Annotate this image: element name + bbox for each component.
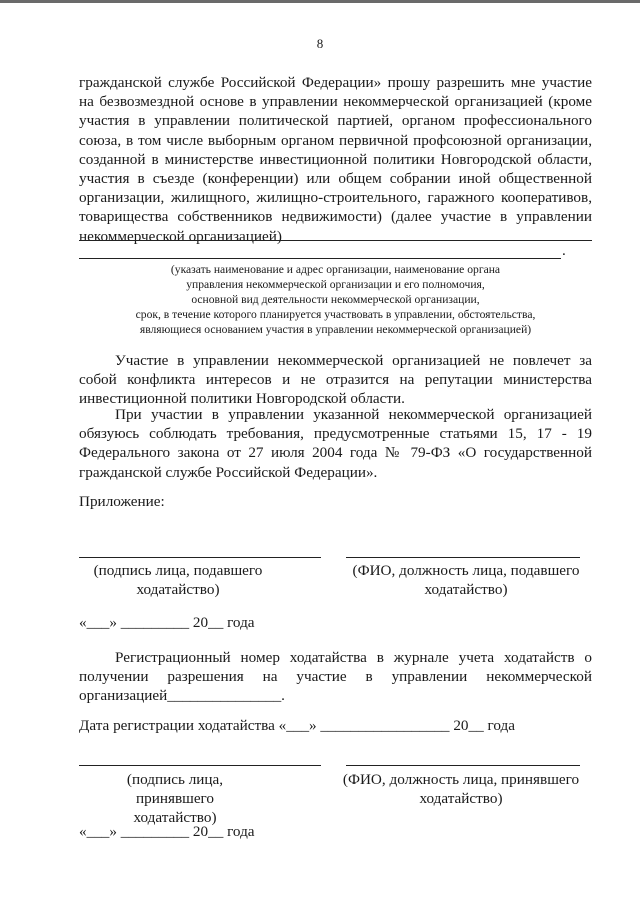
scan-top-edge <box>0 0 640 3</box>
note-line: срок, в течение которого планируется участвовать в управлении, обстоятельства, <box>135 308 536 321</box>
application-date: «___» _________ 20__ года <box>79 614 255 631</box>
fill-line-2 <box>79 258 561 259</box>
fill-line-1 <box>79 240 592 241</box>
applicant-name-caption: (ФИО, должность лица, подавшего ходатайство) <box>352 562 580 598</box>
applicant-name-line <box>346 557 580 558</box>
note-line: управления некоммерческой организации и его полномочия, <box>186 278 485 291</box>
receipt-date: «___» _________ 20__ года <box>79 823 255 840</box>
conflict-paragraph: Участие в управлении некоммерческой организацией не повлечет за собой конфликта интересов и не отразится на репутации министерства инвестиционной политики Новгородской области. <box>79 352 592 408</box>
receiver-name-line <box>346 765 580 766</box>
applicant-signature-line <box>79 557 321 558</box>
receiver-name-caption: (ФИО, должность лица, принявшего ходатайство) <box>342 771 580 807</box>
receiver-signature-line <box>79 765 321 766</box>
obligation-paragraph: При участии в управлении указанной некоммерческой организацией обязуюсь соблюдать требования, предусмотренные статьями 15, 17 - 19 Федерального закона от 27 июля 2004 года № 79-ФЗ «О государственной гражданской службе Российской Федерации». <box>79 406 592 481</box>
fill-line-period: . <box>562 242 566 259</box>
organization-details-note <box>79 262 592 337</box>
attachment-label: Приложение: <box>79 493 165 510</box>
applicant-signature-caption: (подпись лица, подавшего ходатайство) <box>93 562 263 598</box>
note-line: (указать наименование и адрес организации, наименование органа <box>170 263 501 276</box>
note-line: основной вид деятельности некоммерческой организации, <box>191 293 480 306</box>
receiver-signature-caption: (подпись лица, принявшего ходатайство) <box>126 771 224 826</box>
note-line: являющиеся основанием участия в управлении некоммерческой организацией) <box>139 323 532 336</box>
registration-date: Дата регистрации ходатайства «___» _________________ 20__ года <box>79 717 515 734</box>
page-number: 8 <box>316 36 324 51</box>
intro-paragraph: гражданской службе Российской Федерации» прошу разрешить мне участие на безвозмездной основе в управлении некоммерческой организацией (кроме участия в управлении политической партией, органом профессионального союза, в том числе выборным органом первичной профсоюзной организации, созданной в министерстве инвестиционной политики Новгородской области, участия в съезде (конференции) или общем собрании иной общественной организации, жилищного, жилищно-строительного, гаражного кооперативов, товарищества собственников недвижимости) (далее участие в управлении некоммерческой организацией) <box>79 74 592 245</box>
registration-paragraph: Регистрационный номер ходатайства в журнале учета ходатайств о получении разрешения на участие в управлении некоммерческой организацией_______________. <box>79 649 592 705</box>
